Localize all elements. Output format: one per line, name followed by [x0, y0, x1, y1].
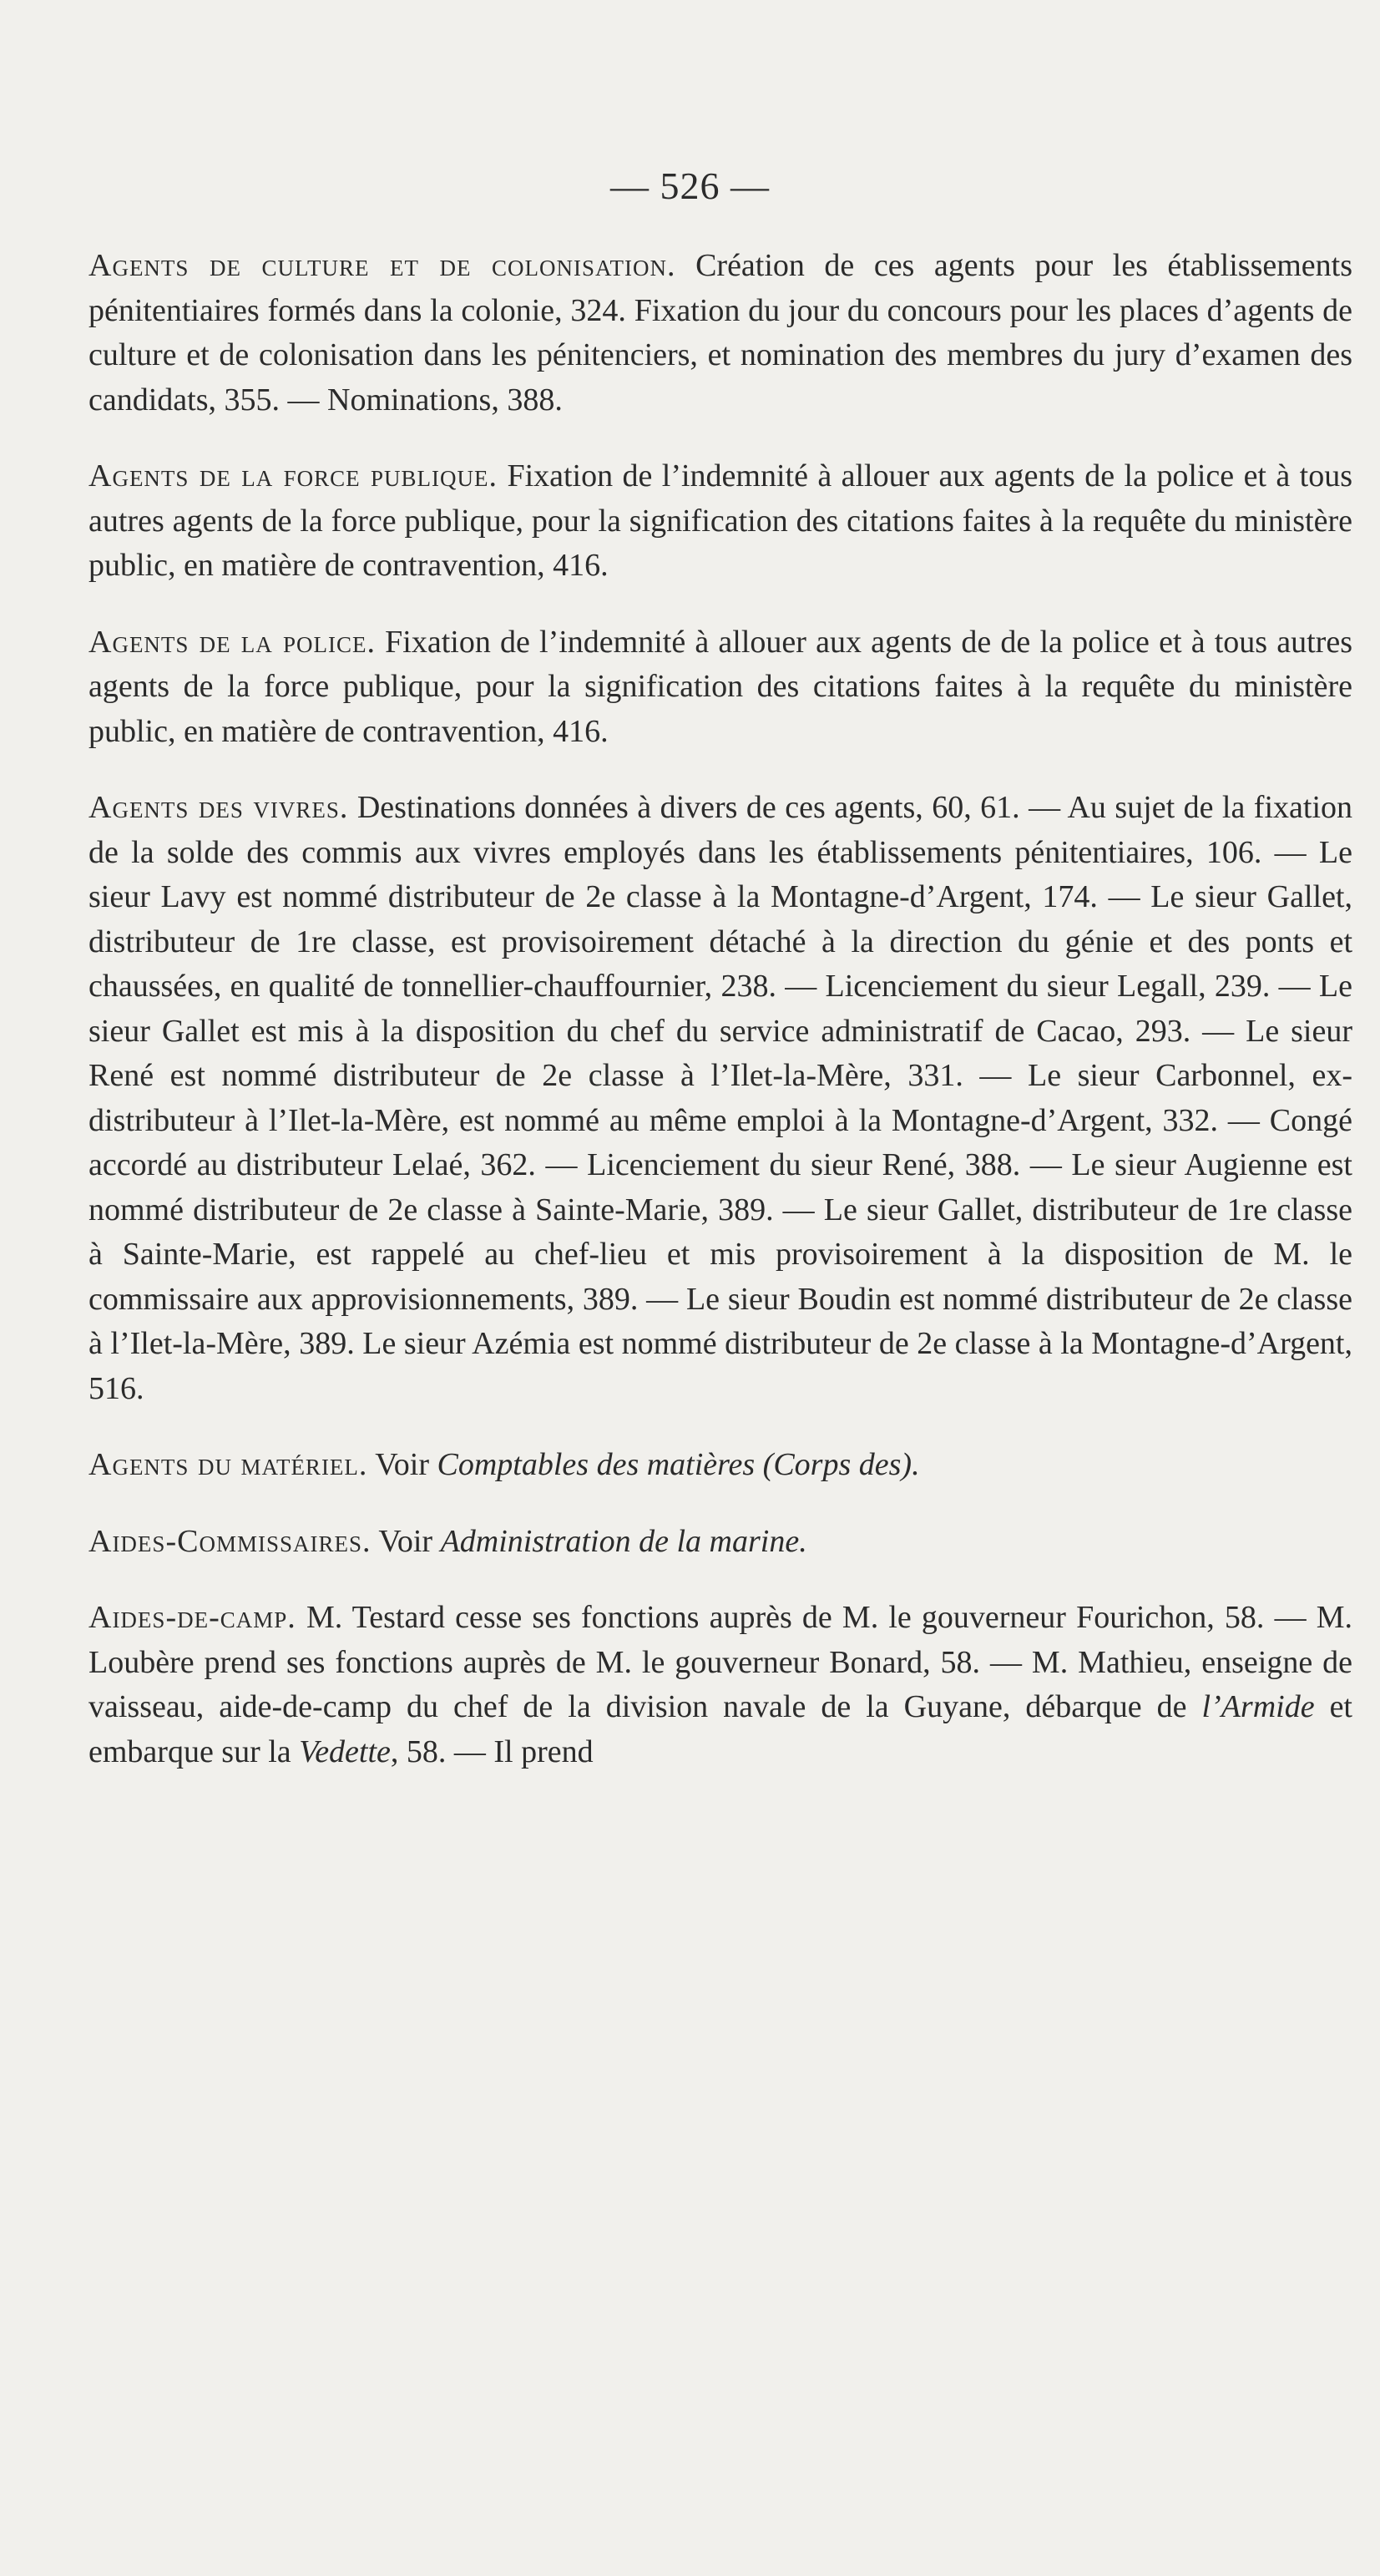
entry-heading: Agents de la police. [88, 624, 376, 660]
entry-see-label: Voir [378, 1523, 441, 1559]
index-entry [88, 1520, 1352, 1565]
entry-heading: Aides-de-camp. [88, 1600, 296, 1635]
entry-heading: Agents de culture et de colonisation. [88, 248, 676, 283]
index-entry [88, 454, 1352, 589]
entry-body-continued: et embarque sur la [88, 1689, 1352, 1769]
index-entry [88, 244, 1352, 423]
entry-body: Création de ces agents pour les établissements pénitentiaires formés dans la colonie, 324. Fixation du jour du concours pour les places d’agents de culture et de colonisation dans les pénitenciers, et nomination des membres du jury d’examen des candidats, 355. — Nominations, 388. [88, 248, 1352, 418]
entry-body: M. Testard cesse ses fonctions auprès de M. le gouverneur Fourichon, 58. — M. Loubère prend ses fonctions auprès de M. le gouverneur Bonard, 58. — M. Mathieu, enseigne de vaisseau, aide-de-camp du chef de la division navale de la Guyane, débarque de [88, 1600, 1353, 1724]
entry-cross-reference: Comptables des matières (Corps des). [437, 1447, 920, 1482]
entry-body-tail: , 58. — Il prend [390, 1733, 594, 1769]
entry-heading: Agents des vivres. [88, 790, 349, 825]
page-number: — 526 — [610, 164, 770, 207]
entry-body: Destinations données à divers de ces agents, 60, 61. — Au sujet de la fixation de la solde des commis aux vivres employés dans les établissements pénitentiaires, 106. — Le sieur Lavy est nommé distributeur de 2e classe à la Montagne-d’Argent, 174. — Le sieur Gallet, distributeur de 1re classe, est provisoirement détaché à la direction du génie et des ponts et chaussées, en qualité de tonnellier-chauffournier, 238. — Licenciement du sieur Legall, 239. — Le sieur Gallet est mis à la disposition du chef du service administratif de Cacao, 293. — Le sieur René est nommé distributeur de 2e classe à l’Ilet-la-Mère, 331. — Le sieur Carbonnel, ex-distributeur à l’Ilet-la-Mère, est nommé au même emploi à la Montagne-d’Argent, 332. — Congé accordé au distributeur Lelaé, 362. — Licenciement du sieur René, 388. — Le sieur Augienne est nommé distributeur de 2e classe à Sainte-Marie, 389. — Le sieur Gallet, distributeur de 1re classe à Sainte-Marie, est rappelé au chef-lieu et mis provisoirement à la disposition de M. le commissaire aux approvisionnements, 389. — Le sieur Boudin est nommé distributeur de 2e classe à l’Ilet-la-Mère, 389. Le sieur Azémia est nommé distributeur de 2e classe à la Montagne-d’Argent, 516. [88, 790, 1352, 1406]
entry-heading: Aides-Commissaires. [88, 1523, 372, 1559]
index-entry [88, 786, 1352, 1411]
entry-see-label: Voir [375, 1447, 437, 1482]
index-text [88, 244, 1352, 1806]
index-entry [88, 1596, 1352, 1774]
ship-name: l’Armide [1201, 1689, 1315, 1724]
index-entry [88, 620, 1352, 755]
entry-heading: Agents de la force publique. [88, 458, 498, 493]
entry-heading: Agents du matériel. [88, 1447, 368, 1482]
entry-body: Fixation de l’indemnité à allouer aux agents de la police et à tous autres agents de la force publique, pour la signification des citations faites à la requête du ministère public, en matière de contravention, 416. [88, 458, 1352, 583]
index-entry [88, 1443, 1352, 1488]
entry-cross-reference: Administration de la marine. [440, 1523, 807, 1559]
entry-body: Fixation de l’indemnité à allouer aux agents de de la police et à tous autres agents de la force publique, pour la signification des citations faites à la requête du ministère public, en matière de contravention, 416. [88, 624, 1352, 749]
ship-name: Vedette [299, 1733, 391, 1769]
